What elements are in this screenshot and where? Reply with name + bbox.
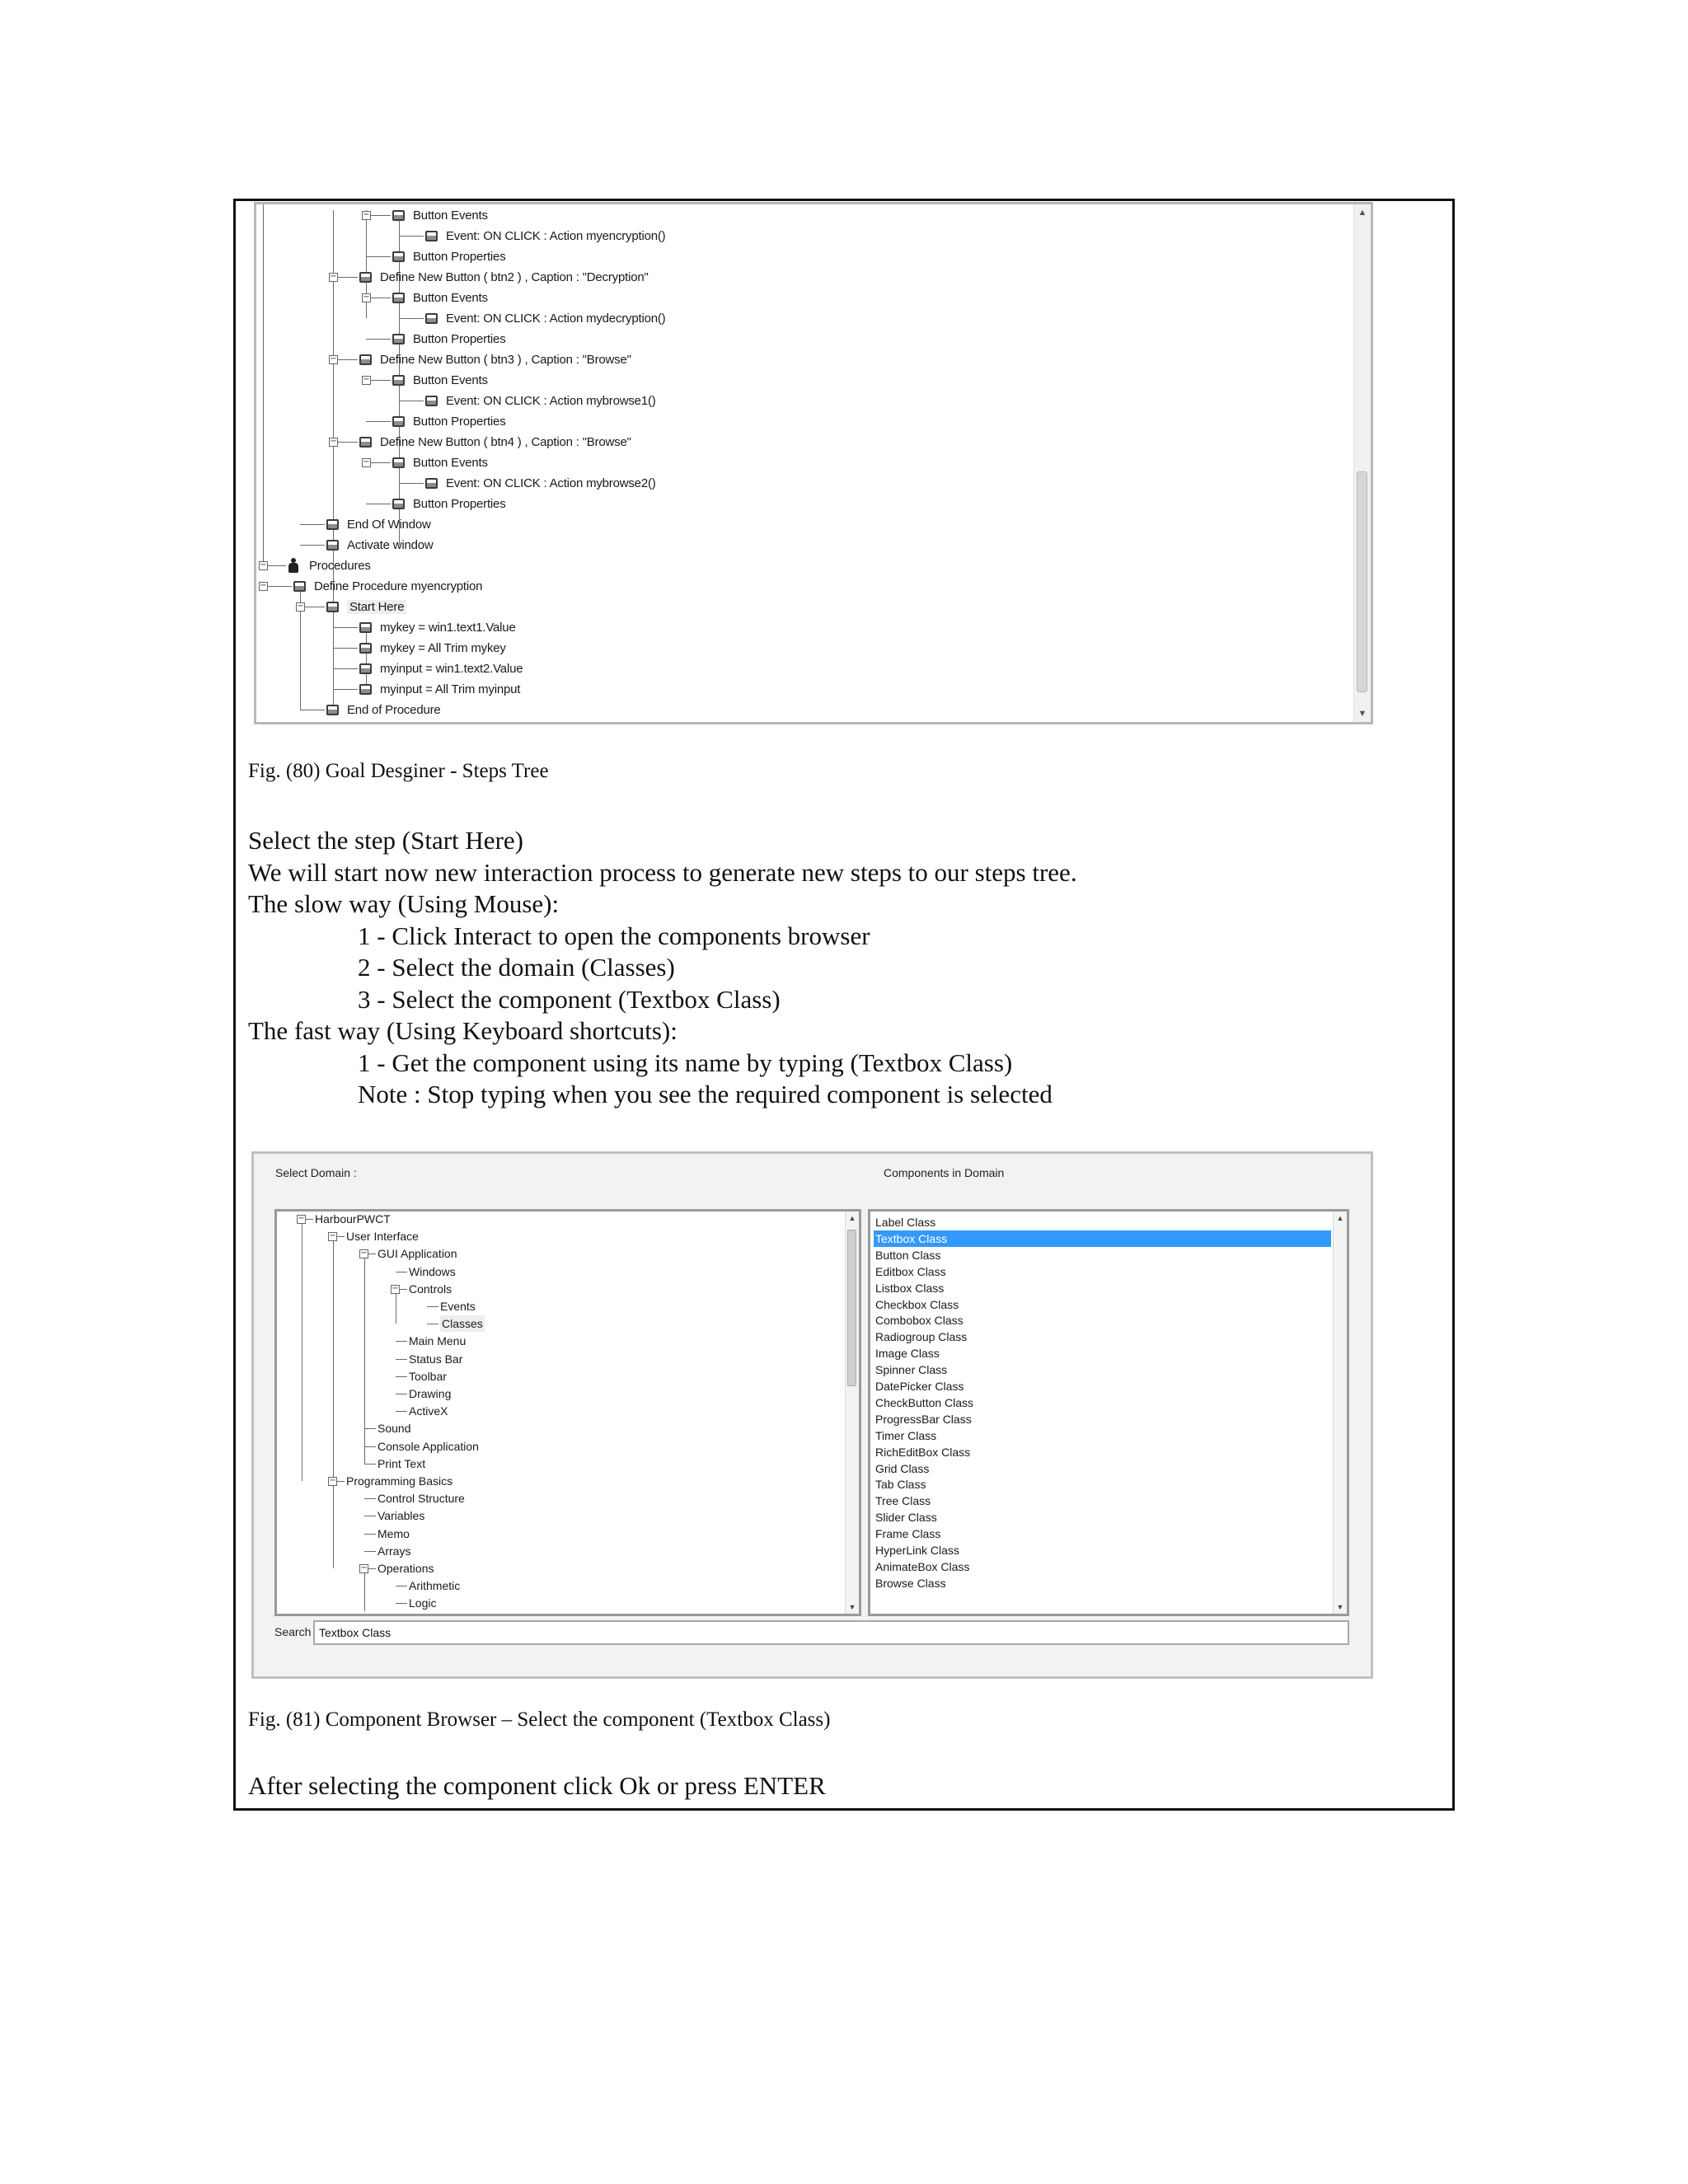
collapse-expander-icon[interactable]: − [363, 375, 370, 384]
domain-tree-item[interactable]: Sound [377, 1422, 411, 1436]
instruction-line: We will start now new interaction process to generate new steps to our steps tree. [248, 857, 1077, 887]
select-domain-label: Select Domain : [275, 1166, 357, 1179]
tree-node-label: myinput = win1.text2.Value [380, 661, 523, 676]
connector-line [333, 668, 358, 669]
component-list-item[interactable]: AnimateBox Class [875, 1559, 970, 1573]
search-label: Search [274, 1625, 312, 1638]
figure-81-caption: Fig. (81) Component Browser – Select the component (Textbox Class) [248, 1708, 831, 1731]
component-list-item[interactable]: Frame Class [875, 1527, 941, 1541]
component-list-item[interactable]: Editbox Class [875, 1264, 946, 1278]
domain-tree-item[interactable]: Programming Basics [346, 1474, 453, 1488]
scroll-thumb[interactable] [1357, 471, 1367, 692]
instruction-line: 3 - Select the component (Textbox Class) [358, 984, 781, 1014]
domain-tree-panel[interactable] [274, 1209, 861, 1616]
steps-tree-screenshot [254, 202, 1373, 724]
step-icon [359, 354, 372, 365]
collapse-expander-icon[interactable]: − [260, 581, 267, 590]
connector-line [300, 581, 301, 710]
domain-tree-item[interactable]: Toolbar [409, 1369, 447, 1383]
tree-node-label: Event: ON CLICK : Action mydecryption() [446, 311, 666, 326]
step-icon [392, 499, 405, 509]
connector-line [364, 1498, 376, 1499]
steps-tree-scrollbar[interactable] [1353, 204, 1371, 722]
tree-node[interactable] [288, 555, 371, 575]
component-list-item[interactable]: Textbox Class [874, 1230, 1331, 1247]
domain-tree-item[interactable]: Control Structure [377, 1492, 465, 1506]
domain-tree-item[interactable]: Operations [377, 1562, 434, 1575]
connector-line [399, 236, 424, 237]
connector-line [396, 1359, 407, 1360]
instruction-line: Note : Stop typing when you see the required component is selected [358, 1080, 1053, 1108]
collapse-expander-icon[interactable]: − [330, 354, 337, 363]
tree-node[interactable] [359, 617, 516, 637]
collapse-expander-icon[interactable]: − [360, 1249, 368, 1258]
tree-node-label: Button Events [413, 455, 488, 470]
step-icon [392, 416, 405, 427]
step-icon [392, 210, 405, 221]
step-icon [326, 519, 339, 530]
tree-node[interactable] [392, 494, 506, 513]
components-in-domain-label: Components in Domain [884, 1166, 1005, 1179]
search-input[interactable] [313, 1620, 1349, 1645]
connector-line [396, 1411, 407, 1412]
tree-node[interactable] [392, 205, 488, 225]
connector-line [364, 1428, 376, 1429]
collapse-expander-icon[interactable]: − [360, 1563, 368, 1572]
tree-node-label: End of Procedure [347, 702, 441, 717]
domain-tree-item[interactable]: User Interface [346, 1230, 419, 1244]
collapse-expander-icon[interactable]: − [392, 1283, 399, 1293]
tree-node[interactable] [425, 473, 656, 493]
connector-line [364, 1258, 365, 1463]
domain-tree-item[interactable]: Logic [409, 1596, 437, 1610]
step-icon [326, 540, 339, 551]
collapse-expander-icon[interactable]: − [363, 210, 370, 219]
tree-node[interactable] [392, 452, 488, 472]
scroll-up-arrow-icon[interactable]: ▲ [1336, 1214, 1344, 1222]
domain-tree-item[interactable]: Controls [409, 1282, 452, 1296]
tree-node[interactable] [359, 267, 649, 287]
domain-tree-item[interactable]: ActiveX [409, 1404, 448, 1418]
component-list-item[interactable]: Button Class [875, 1248, 941, 1262]
connector-line [333, 648, 358, 649]
tree-node-label: Button Properties [413, 249, 506, 264]
tree-node-label: Event: ON CLICK : Action mybrowse2() [446, 476, 656, 490]
step-icon [425, 396, 438, 406]
connector-line [333, 1241, 334, 1481]
tree-node-label: Button Events [413, 208, 488, 223]
tree-node[interactable] [425, 391, 656, 410]
tree-node[interactable] [392, 411, 506, 431]
component-list-item[interactable]: Label Class [875, 1216, 936, 1229]
tree-node-label: Define New Button ( btn2 ) , Caption : "Decryption" [380, 269, 649, 284]
domain-tree-item[interactable]: Windows [409, 1264, 456, 1278]
tree-node-label: mykey = All Trim mykey [380, 640, 506, 655]
component-list-item[interactable]: Image Class [875, 1347, 940, 1361]
component-list-item[interactable]: Radiogroup Class [875, 1330, 968, 1344]
tree-node[interactable] [359, 432, 631, 452]
component-list-item[interactable]: HyperLink Class [875, 1544, 959, 1557]
step-icon [425, 478, 438, 489]
connector-line [300, 545, 325, 546]
step-icon [359, 663, 372, 674]
component-list-item[interactable]: RichEditBox Class [875, 1445, 971, 1459]
step-icon [359, 622, 372, 633]
connector-line [364, 1573, 365, 1611]
tree-node[interactable] [392, 329, 506, 349]
connector-line [364, 1551, 376, 1552]
connector-line [364, 1464, 376, 1465]
component-list-item[interactable]: DatePicker Class [875, 1380, 964, 1393]
scroll-up-arrow-icon[interactable]: ▲ [1357, 208, 1367, 218]
tree-node[interactable] [326, 514, 431, 534]
connector-line [300, 524, 325, 525]
components-list-panel[interactable] [868, 1209, 1349, 1616]
domain-tree-item[interactable]: HarbourPWCT [315, 1212, 391, 1226]
domain-tree-item[interactable]: Drawing [409, 1387, 452, 1400]
tree-node[interactable] [359, 679, 520, 699]
scroll-down-arrow-icon[interactable]: ▼ [848, 1603, 856, 1611]
tree-node-label: Event: ON CLICK : Action mybrowse1() [446, 393, 656, 408]
tree-node-label: Define New Button ( btn4 ) , Caption : "Browse" [380, 434, 631, 449]
domain-tree-item[interactable]: Main Menu [409, 1334, 467, 1348]
instruction-line: The slow way (Using Mouse): [248, 889, 560, 918]
tree-node-label: Start Here [347, 600, 406, 614]
step-icon [326, 705, 339, 715]
tree-node[interactable] [425, 226, 665, 246]
connector-line [333, 1486, 334, 1568]
component-list-item[interactable]: Grid Class [875, 1461, 930, 1475]
connector-line [263, 204, 264, 565]
domain-tree-item[interactable]: Status Bar [409, 1352, 463, 1366]
tree-node[interactable] [392, 288, 488, 307]
connector-line [333, 627, 358, 628]
tree-node-label: Button Properties [413, 414, 506, 429]
tree-node-label: End Of Window [347, 517, 431, 532]
domain-tree-item[interactable]: Memo [377, 1526, 410, 1540]
step-icon [359, 272, 372, 283]
component-list-item[interactable]: Browse Class [875, 1576, 946, 1590]
step-icon [392, 334, 405, 344]
step-icon [425, 231, 438, 241]
domain-tree-scrollbar[interactable] [845, 1212, 859, 1614]
domain-tree-item[interactable]: Console Application [377, 1439, 479, 1453]
step-icon [425, 313, 438, 324]
connector-line [427, 1306, 438, 1307]
connector-line [396, 1341, 407, 1342]
collapse-expander-icon[interactable]: − [297, 602, 304, 611]
tree-node-label: Define Procedure myencryption [314, 579, 483, 593]
scroll-down-arrow-icon[interactable]: ▼ [1357, 709, 1367, 719]
step-icon [359, 684, 372, 695]
tree-node-label: Button Events [413, 290, 488, 305]
step-icon [392, 457, 405, 468]
connector-line [399, 483, 424, 484]
connector-line [366, 339, 391, 340]
tree-node-label: Activate window [347, 537, 434, 552]
component-browser-screenshot [251, 1151, 1373, 1679]
domain-tree-item[interactable]: Arrays [377, 1544, 411, 1558]
tree-node[interactable] [425, 308, 665, 328]
step-icon [326, 602, 339, 612]
step-icon [359, 643, 372, 654]
instruction-line: 1 - Click Interact to open the components browser [358, 921, 870, 950]
collapse-expander-icon[interactable]: − [330, 272, 337, 281]
tree-node[interactable] [359, 638, 506, 658]
instruction-line: 1 - Get the component using its name by typing (Textbox Class) [358, 1047, 1013, 1077]
scroll-down-arrow-icon[interactable]: ▼ [1336, 1603, 1344, 1611]
collapse-expander-icon[interactable]: − [260, 560, 267, 569]
step-icon [392, 251, 405, 262]
component-list-item[interactable]: Tab Class [875, 1478, 926, 1492]
domain-tree-item[interactable]: Variables [377, 1509, 425, 1523]
component-list-item[interactable]: Timer Class [875, 1428, 937, 1442]
connector-line [366, 421, 391, 422]
collapse-expander-icon[interactable]: − [363, 293, 370, 302]
connector-line [399, 318, 424, 319]
tree-node[interactable] [326, 535, 434, 555]
tree-node[interactable] [326, 700, 441, 719]
component-list-item[interactable]: Slider Class [875, 1511, 937, 1525]
components-list-scrollbar[interactable] [1333, 1212, 1347, 1614]
scroll-thumb[interactable] [847, 1230, 856, 1386]
instruction-line: 2 - Select the domain (Classes) [358, 953, 675, 982]
tree-node-label: Event: ON CLICK : Action myencryption() [446, 228, 666, 243]
step-icon [293, 581, 306, 592]
tree-node[interactable] [392, 246, 506, 266]
tree-node[interactable] [359, 349, 631, 369]
tree-node-label: Button Properties [413, 496, 506, 511]
connector-line [364, 1534, 376, 1535]
tree-node-label: Procedures [309, 558, 371, 573]
tree-node-label: Define New Button ( btn3 ) , Caption : "Browse" [380, 352, 631, 367]
component-list-item[interactable]: ProgressBar Class [875, 1412, 972, 1426]
instruction-line: Select the step (Start Here) [248, 826, 523, 855]
step-icon [392, 293, 405, 303]
collapse-expander-icon[interactable]: − [298, 1214, 305, 1223]
component-list-item[interactable]: Tree Class [875, 1494, 931, 1508]
step-icon [392, 375, 405, 386]
component-list-item[interactable]: Listbox Class [875, 1281, 945, 1295]
collapse-expander-icon[interactable]: − [330, 437, 337, 446]
component-list-item[interactable]: Checkbox Class [875, 1297, 959, 1311]
domain-tree-item[interactable]: Classes [442, 1317, 483, 1331]
connector-line [333, 689, 358, 690]
tree-node[interactable] [359, 658, 523, 678]
component-list-item[interactable]: CheckButton Class [875, 1395, 974, 1409]
instruction-line: The fast way (Using Keyboard shortcuts): [248, 1016, 678, 1045]
tree-node-label: myinput = All Trim myinput [380, 682, 521, 696]
tree-node[interactable] [293, 576, 482, 596]
tree-node-label: Button Events [413, 373, 488, 387]
connector-line [366, 256, 391, 257]
procedures-icon [288, 558, 299, 573]
collapse-expander-icon[interactable]: − [329, 1231, 336, 1241]
domain-tree-item[interactable]: Arithmetic [409, 1579, 461, 1593]
connector-line [364, 1446, 376, 1447]
domain-tree-item[interactable]: Print Text [377, 1456, 426, 1470]
connector-line [333, 210, 334, 710]
component-list-item[interactable]: Spinner Class [875, 1363, 948, 1377]
collapse-expander-icon[interactable]: − [363, 457, 370, 466]
domain-tree-item[interactable]: Events [440, 1300, 476, 1313]
tree-node-label: Button Properties [413, 331, 506, 346]
closing-instruction: After selecting the component click Ok or press ENTER [248, 1771, 826, 1800]
figure-80-caption: Fig. (80) Goal Desginer - Steps Tree [248, 760, 549, 782]
connector-line [396, 1376, 407, 1377]
tree-node[interactable] [392, 370, 488, 390]
tree-node-label: mykey = win1.text1.Value [380, 620, 516, 635]
connector-line [396, 1603, 407, 1604]
scroll-up-arrow-icon[interactable]: ▲ [848, 1214, 856, 1222]
component-list-item[interactable]: Combobox Class [875, 1314, 964, 1328]
collapse-expander-icon[interactable]: − [329, 1476, 336, 1485]
connector-line [268, 565, 286, 566]
step-icon [359, 437, 372, 448]
tree-node[interactable] [326, 597, 406, 616]
domain-tree-item[interactable]: GUI Application [377, 1247, 457, 1261]
